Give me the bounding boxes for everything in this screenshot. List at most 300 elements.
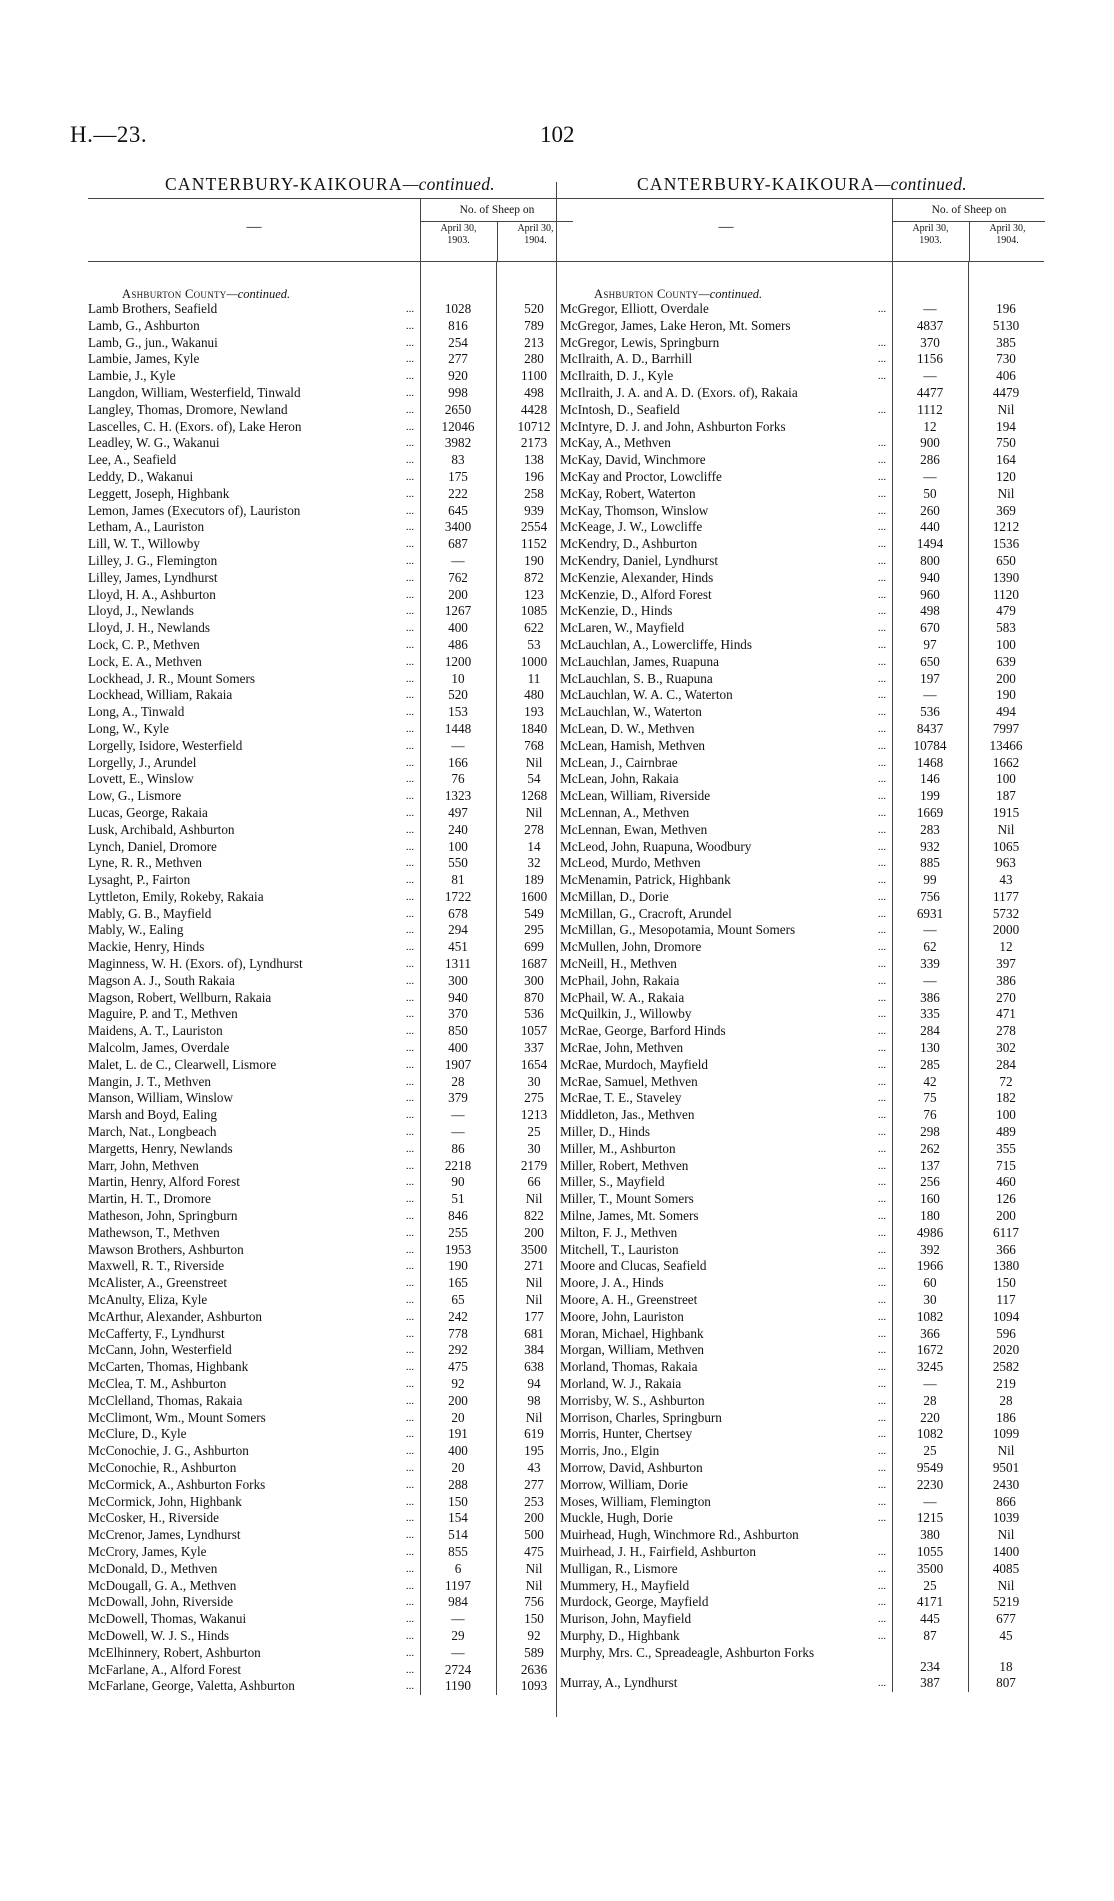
sheep-1904: 369 (996, 502, 1016, 518)
owner-name: Leggett, Joseph, Highbank (88, 485, 230, 501)
sheep-1904: Nil (525, 1191, 543, 1207)
owner-name: McKendry, D., Ashburton (560, 536, 698, 552)
leader-dots: ... (405, 1008, 415, 1021)
sheep-1904: 963 (996, 855, 1016, 871)
owner-name: McDowall, John, Riverside (88, 1594, 234, 1610)
sheep-1903: 1722 (444, 888, 472, 904)
table-row (560, 1107, 1044, 1124)
owner-name: Morris, Jno., Elgin (560, 1443, 660, 1459)
owner-name: McDougall, G. A., Methven (88, 1577, 237, 1593)
sheep-1903: — (451, 1107, 465, 1123)
leader-dots: ... (405, 1680, 415, 1693)
sheep-1903: — (451, 1611, 465, 1627)
leader-dots: ... (405, 1243, 415, 1256)
table-row (88, 822, 572, 839)
owner-name: McLeod, Murdo, Methven (560, 855, 701, 871)
leader-dots: ... (405, 538, 415, 551)
leader-dots: ... (405, 655, 415, 668)
sheep-1904: 284 (996, 1056, 1016, 1072)
table-row (560, 906, 1044, 923)
owner-name: Lovett, E., Winslow (88, 771, 194, 787)
sheep-1904: 1212 (992, 519, 1020, 535)
sheep-1904: 100 (996, 636, 1016, 652)
sheep-1903: 3982 (444, 435, 472, 451)
leader-dots: ... (877, 1378, 887, 1390)
owner-name: McFarlane, A., Alford Forest (88, 1661, 242, 1677)
leader-dots: ... (405, 521, 415, 534)
sheep-1904: 193 (524, 704, 544, 720)
leader-dots: ... (877, 487, 887, 500)
owner-name: McPhail, John, Rakaia (560, 972, 680, 988)
sheep-1903: 440 (920, 519, 940, 535)
sheep-1904: 520 (524, 301, 544, 316)
table-row (88, 1326, 572, 1343)
table-row (560, 1426, 1044, 1443)
owner-name: McLean, J., Cairnbrae (560, 754, 678, 770)
sheep-count-header (892, 199, 1045, 261)
table-row (560, 1611, 1044, 1628)
table-row (560, 351, 1044, 368)
table-row (560, 1275, 1044, 1292)
sheep-1903: 1082 (916, 1426, 944, 1442)
owner-name: Lascelles, C. H. (Exors. of), Lake Heron (88, 418, 302, 434)
sheep-1904: 150 (996, 1275, 1016, 1291)
owner-name: Miller, M., Ashburton (560, 1140, 676, 1156)
sheep-1903: 800 (920, 552, 940, 568)
sheep-1904: 270 (996, 989, 1016, 1005)
table-row (88, 1158, 572, 1175)
leader-dots (872, 385, 892, 402)
table-row (88, 335, 572, 352)
owner-name: McPhail, W. A., Rakaia (560, 989, 685, 1005)
leader-dots: ... (405, 991, 415, 1004)
leader-dots: ... (877, 756, 887, 769)
sheep-1904: Nil (525, 1409, 543, 1425)
leader-dots: ... (877, 1243, 887, 1256)
leader-dots: ... (877, 1562, 887, 1575)
sheep-1904: 1380 (992, 1258, 1020, 1274)
sheep-1904: 189 (524, 872, 544, 888)
sheep-1903: 150 (448, 1493, 468, 1509)
sheep-1904: 200 (996, 670, 1016, 686)
sheep-1904: 822 (524, 1208, 544, 1224)
sheep-1903: 520 (448, 687, 468, 703)
owner-name: McKay, Thomson, Winslow (560, 502, 709, 518)
leader-dots: ... (405, 689, 415, 702)
sheep-1904: 536 (524, 1006, 544, 1022)
sheep-1903: 1082 (916, 1308, 944, 1324)
sheep-1904: 28 (999, 1392, 1013, 1408)
leader-dots: ... (405, 974, 415, 987)
sheep-1903: 475 (448, 1359, 468, 1375)
sheep-1903: 392 (920, 1241, 940, 1257)
sheep-1903: 1055 (916, 1543, 944, 1559)
sheep-1903: 1197 (445, 1577, 471, 1593)
sheep-1904: 475 (524, 1543, 544, 1559)
leader-dots: ... (405, 336, 415, 349)
sheep-1904: 1662 (992, 754, 1020, 770)
owner-name: Malet, L. de C., Clearwell, Lismore (88, 1056, 277, 1072)
leader-dots: ... (405, 1025, 415, 1038)
sheep-1903: 10784 (913, 737, 947, 753)
sheep-1904: 639 (996, 653, 1016, 669)
owner-name: Maginness, W. H. (Exors. of), Lyndhurst (88, 956, 303, 972)
owner-name: Lloyd, J., Newlands (88, 603, 194, 619)
table-row (560, 889, 1044, 906)
leader-dots: ... (405, 1545, 415, 1558)
sheep-1903: 130 (920, 1040, 940, 1056)
leader-dots: ... (877, 1579, 887, 1592)
table-row (88, 368, 572, 385)
sheep-1903: 650 (920, 653, 940, 669)
sheep-1904: 756 (524, 1594, 544, 1610)
sheep-1904: 66 (527, 1174, 541, 1190)
sheep-1903: — (451, 552, 465, 568)
leader-dots: ... (877, 303, 887, 315)
sheep-1903: 4171 (916, 1594, 944, 1610)
owner-name: McCormick, A., Ashburton Forks (88, 1476, 266, 1492)
table-row (560, 385, 1044, 402)
leader-dots: ... (405, 1260, 415, 1273)
table-header (88, 198, 572, 262)
sheep-1903: 386 (920, 989, 940, 1005)
table-row (560, 1628, 1044, 1645)
sheep-1904: 650 (996, 552, 1016, 568)
table-row (560, 335, 1044, 352)
owner-name: Long, A., Tinwald (88, 704, 185, 720)
owner-name: Lloyd, H. A., Ashburton (88, 586, 216, 602)
sheep-1903: 900 (920, 435, 940, 451)
sheep-1904: 195 (524, 1443, 544, 1459)
leader-dots: ... (877, 1126, 887, 1139)
table-row (560, 1242, 1044, 1259)
sheep-1903: — (451, 737, 465, 753)
sheep-1903: 288 (448, 1476, 468, 1492)
table-row (560, 1594, 1044, 1611)
sheep-1904: 32 (527, 855, 541, 871)
sheep-1903: 1966 (916, 1258, 944, 1274)
leader-dots: ... (877, 1445, 887, 1458)
table-row (560, 486, 1044, 503)
sheep-1904: 1840 (520, 720, 548, 736)
owner-name: McLauchlan, James, Ruapuna (560, 653, 719, 669)
year-1904-header: April 30, 1904. (969, 222, 1045, 261)
leader-dots: ... (877, 857, 887, 870)
table-row (560, 570, 1044, 587)
sheep-1903: 920 (448, 368, 468, 384)
owner-name: McLauchlan, A., Lowercliffe, Hinds (560, 636, 753, 652)
owner-name: Lockhead, J. R., Mount Somers (88, 670, 256, 686)
sheep-1903: — (923, 687, 937, 703)
leader-dots: ... (405, 756, 415, 769)
sheep-1903: — (451, 1124, 465, 1140)
sheep-1904: 715 (996, 1157, 1016, 1173)
sheep-1903: 197 (920, 670, 940, 686)
sheep-1903: 28 (923, 1392, 937, 1408)
table-row (88, 721, 572, 738)
table-row (560, 1393, 1044, 1410)
owner-name: McKay, A., Methven (560, 435, 671, 451)
right-column (560, 170, 1044, 1692)
sheep-1903: 42 (923, 1073, 937, 1089)
sheep-1904: 1065 (992, 838, 1020, 854)
table-row (88, 1477, 572, 1494)
table-row (560, 1090, 1044, 1107)
sheep-1904: 750 (996, 435, 1016, 451)
leader-dots: ... (405, 1176, 415, 1189)
owner-name: Murphy, D., Highbank (560, 1627, 680, 1643)
sheep-1903: 756 (920, 888, 940, 904)
table-row (560, 1124, 1044, 1141)
leader-dots: ... (405, 622, 415, 635)
leader-dots: ... (405, 1159, 415, 1172)
leader-dots: ... (877, 454, 887, 467)
leader-dots: ... (877, 605, 887, 618)
table-row (88, 1544, 572, 1561)
sheep-1903: 370 (448, 1006, 468, 1022)
sheep-1903: 536 (920, 704, 940, 720)
table-row (560, 721, 1044, 738)
section-title-main: CANTERBURY-KAIKOURA (165, 174, 403, 194)
table-row (88, 1225, 572, 1242)
leader-dots: ... (877, 1478, 887, 1491)
table-row (88, 1359, 572, 1376)
sheep-1903: 92 (451, 1376, 465, 1391)
table-row (560, 435, 1044, 452)
sheep-1903: 816 (448, 317, 468, 333)
owner-name: McLauchlan, W., Waterton (560, 704, 702, 720)
leader-dots: ... (405, 941, 415, 954)
sheep-1903: 298 (920, 1124, 940, 1140)
sheep-1904: 190 (996, 687, 1016, 703)
sheep-1904: 302 (996, 1040, 1016, 1056)
sheep-1904: 194 (996, 418, 1016, 434)
sheep-1904: 4085 (992, 1560, 1020, 1576)
table-row (88, 1410, 572, 1427)
sheep-1904: Nil (997, 821, 1015, 837)
owner-name: Malcolm, James, Overdale (88, 1040, 230, 1056)
sheep-1903: 146 (920, 771, 940, 787)
leader-dots: ... (405, 638, 415, 651)
table-row (88, 351, 572, 368)
sheep-1904: 25 (527, 1124, 541, 1140)
owner-name: Muckle, Hugh, Dorie (560, 1510, 673, 1526)
leader-dots: ... (405, 403, 415, 416)
owner-name: McDowell, W. J. S., Hinds (88, 1627, 230, 1643)
sheep-1903: 984 (448, 1594, 468, 1610)
table-row (560, 788, 1044, 805)
sheep-1904: 385 (996, 334, 1016, 350)
table-row (88, 1426, 572, 1443)
owner-name: McCafferty, F., Lyndhurst (88, 1325, 225, 1341)
leader-dots: ... (877, 1025, 887, 1038)
owner-name: McMillan, D., Dorie (560, 888, 669, 904)
sheep-1904: 872 (524, 569, 544, 585)
sheep-1903: 940 (448, 989, 468, 1005)
table-row (88, 1275, 572, 1292)
sheep-1904: 1093 (520, 1678, 548, 1694)
section-title (88, 170, 572, 198)
table-row (560, 1460, 1044, 1477)
sheep-1904: 337 (524, 1040, 544, 1056)
leader-dots: ... (877, 890, 887, 903)
leader-dots: ... (877, 1613, 887, 1626)
section-title-continued: —continued. (874, 174, 967, 194)
table-row (88, 687, 572, 704)
leader-dots: ... (405, 806, 415, 819)
owner-name: Mummery, H., Mayfield (560, 1577, 690, 1593)
leader-dots: ... (877, 1545, 887, 1558)
leader-dots: ... (405, 874, 415, 887)
sheep-1903: 29 (451, 1627, 465, 1643)
table-row (560, 1510, 1044, 1527)
leader-dots: ... (405, 1562, 415, 1575)
sheep-1904: Nil (525, 804, 543, 820)
leader-dots: ... (877, 1495, 887, 1508)
table-row (88, 990, 572, 1007)
leader-dots: ... (877, 1075, 887, 1088)
leader-dots: ... (877, 1008, 887, 1021)
sheep-1904: 258 (524, 485, 544, 501)
table-row (560, 704, 1044, 721)
sheep-1903: 160 (920, 1191, 940, 1207)
sheep-1904: 489 (996, 1124, 1016, 1140)
sheep-1904: 18 (999, 1658, 1013, 1674)
sheep-1904: 196 (996, 301, 1016, 316)
sheep-1903: 75 (923, 1090, 937, 1106)
owner-name: McCrenor, James, Lyndhurst (88, 1527, 241, 1543)
leader-dots: ... (405, 1613, 415, 1626)
sheep-1904: 939 (524, 502, 544, 518)
sheep-1903: 932 (920, 838, 940, 854)
leader-dots: ... (405, 1461, 415, 1474)
owner-name: Lynch, Daniel, Dromore (88, 838, 217, 854)
sheep-1903: 100 (448, 838, 468, 854)
sheep-1903: 222 (448, 485, 468, 501)
sheep-1903: 285 (920, 1056, 940, 1072)
leader-dots: ... (877, 1629, 887, 1642)
table-row (560, 738, 1044, 755)
table-row (88, 1258, 572, 1275)
owner-name: Morgan, William, Methven (560, 1342, 705, 1358)
sheep-1903: 1190 (445, 1678, 471, 1694)
sheep-1904: 12 (999, 939, 1013, 955)
sheep-1903: 1448 (444, 720, 472, 736)
owner-name: Morrow, David, Ashburton (560, 1459, 703, 1475)
sheep-1903: 86 (451, 1140, 465, 1156)
owner-name: Morrison, Charles, Springburn (560, 1409, 722, 1425)
table-body-left (88, 262, 572, 1695)
sheep-1903: 30 (923, 1292, 937, 1308)
sheep-1904: 277 (524, 1476, 544, 1492)
table-header (560, 198, 1044, 262)
leader-dots: ... (405, 1092, 415, 1105)
leader-dots: ... (405, 319, 415, 332)
table-row (88, 671, 572, 688)
owner-name: Moore, J. A., Hinds (560, 1275, 664, 1291)
table-row (88, 1124, 572, 1141)
owner-name: Mably, W., Ealing (88, 922, 184, 938)
leader-dots: ... (405, 487, 415, 500)
sheep-1903: 998 (448, 384, 468, 400)
sheep-1904: 138 (524, 452, 544, 468)
leader-dots: ... (877, 1310, 887, 1323)
table-row (560, 469, 1044, 486)
leader-dots: ... (405, 823, 415, 836)
leader-dots: ... (405, 1445, 415, 1458)
leader-dots: ... (405, 1142, 415, 1155)
table-row (560, 973, 1044, 990)
sheep-1904: 1085 (520, 603, 548, 619)
table-row (88, 1376, 572, 1393)
owner-name: McRae, George, Barford Hinds (560, 1023, 726, 1039)
leader-dots: ... (877, 874, 887, 887)
sheep-1904: 100 (996, 771, 1016, 787)
sheep-1903: 1156 (917, 351, 943, 367)
sheep-1903: 234 (920, 1658, 940, 1674)
owner-name: McElhinnery, Robert, Ashburton (88, 1644, 261, 1660)
leader-dots: ... (405, 1579, 415, 1592)
table-row (560, 1326, 1044, 1343)
owner-name: Lill, W. T., Willowby (88, 536, 200, 552)
table-row (560, 1477, 1044, 1494)
sheep-1903: 220 (920, 1409, 940, 1425)
sheep-1903: 379 (448, 1090, 468, 1106)
table-row (560, 452, 1044, 469)
sheep-1904: Nil (997, 401, 1015, 417)
sheep-1903: 190 (448, 1258, 468, 1274)
leader-dots: ... (405, 1344, 415, 1357)
table-row (88, 654, 572, 671)
sheep-1904: 549 (524, 905, 544, 921)
leader-dots: ... (877, 538, 887, 551)
owner-name: Maguire, P. and T., Methven (88, 1006, 238, 1022)
owner-name: McRae, Murdoch, Mayfield (560, 1056, 708, 1072)
owner-name: Lilley, J. G., Flemington (88, 552, 218, 568)
table-row (88, 419, 572, 436)
leader-dots: ... (877, 958, 887, 971)
leader-dots: ... (405, 1226, 415, 1239)
table-row (88, 906, 572, 923)
sheep-1904: 1177 (993, 888, 1019, 904)
sheep-1904: 1213 (520, 1107, 548, 1123)
table-row (560, 419, 1044, 436)
sheep-1904: 100 (996, 1107, 1016, 1123)
sheep-1903: 262 (920, 1140, 940, 1156)
sheep-1904: 3500 (520, 1241, 548, 1257)
table-row (560, 587, 1044, 604)
sheep-1904: 730 (996, 351, 1016, 367)
table-row (88, 1662, 572, 1679)
table-row (88, 570, 572, 587)
sheep-1904: 213 (524, 334, 544, 350)
sheep-1904: 1687 (520, 956, 548, 972)
sheep-1903: 175 (448, 468, 468, 484)
leader-dots: ... (877, 1428, 887, 1441)
leader-dots: ... (877, 1176, 887, 1189)
table-row (560, 755, 1044, 772)
table-row (88, 620, 572, 637)
leader-dots: ... (877, 336, 887, 349)
table-row (88, 1208, 572, 1225)
table-row (88, 469, 572, 486)
leader-dots: ... (405, 1428, 415, 1441)
owner-name: Lamb, G., jun., Wakanui (88, 334, 218, 350)
sheep-1903: 255 (448, 1224, 468, 1240)
owner-name: Mackie, Henry, Hinds (88, 939, 205, 955)
table-row (560, 1527, 1044, 1544)
table-row (560, 990, 1044, 1007)
